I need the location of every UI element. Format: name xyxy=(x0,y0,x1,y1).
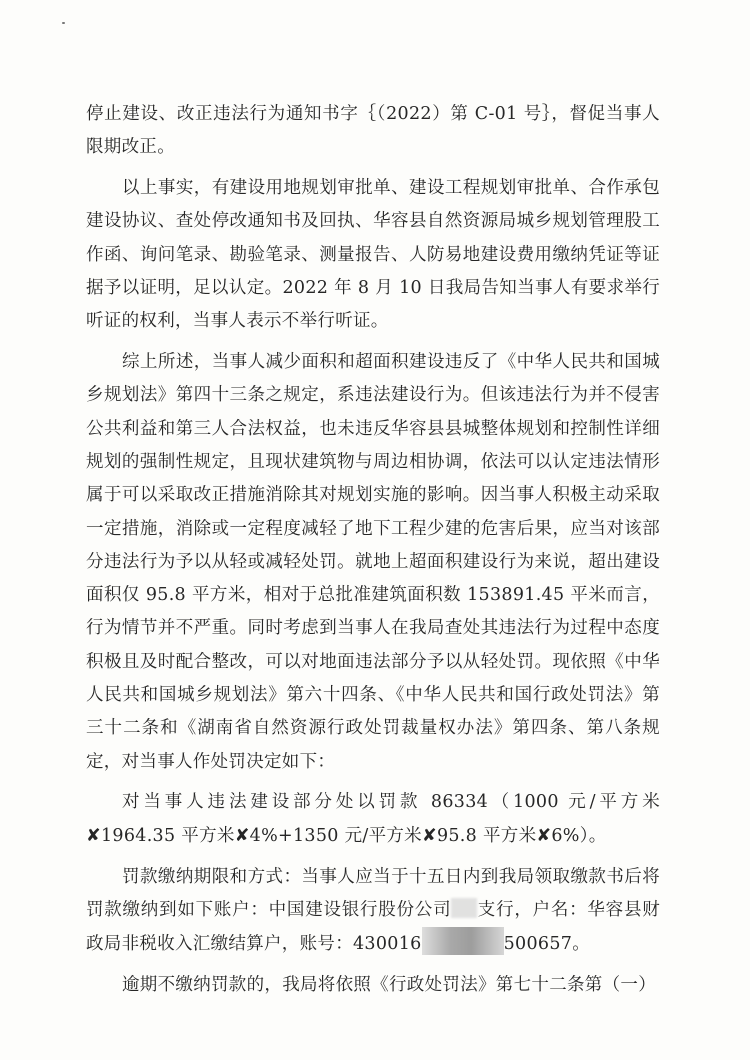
payment-text-part3: 500657。 xyxy=(503,934,591,955)
scan-speck xyxy=(62,22,65,24)
redaction-bank-branch xyxy=(451,898,477,918)
paragraph-payment-method xyxy=(86,861,660,962)
overdue-text: 逾期不缴纳罚款的，我局将依照《行政处罚法》第七十二条第（一） xyxy=(122,974,656,995)
paragraph-summary: 综上所述，当事人减少面积和超面积建设违反了《中华人民共和国城乡规划法》第四十三条之规定，系违法建设行为。但该违法行为并不侵害公共利益和第三人合法权益，也未违反华容县县城整体规划和控制性详细规划的强制性规定，且现状建筑物与周边相协调，依法可以认定违法情形属于可以采取改正措施消除其对规划实施的影响。因当事人积极主动采取一定措施，消除或一定程度减轻了地下工程少建的危害后果，应当对该部分违法行为予以从轻或减轻处罚。就地上超面积建设行为来说，超出建设面积仅 95.8 平方米，相对于总批准建筑面积数 153891.45 平米而言，行为情节并不严重。同时考虑到当事人在我局查处其违法行为过程中态度积极且及时配合整改，可以对地面违法部分予以从轻处罚。现依照《中华人民共和国城乡规划法》第六十四条、《中华人民共和国行政处罚法》第三十二条和《湖南省自然资源行政处罚裁量权办法》第四条、第八条规定，对当事人作处罚决定如下： xyxy=(86,352,660,772)
paragraph-fine-amount: 对当事人违法建设部分处以罚款 86334（1000 元/平方米✘1964.35 平方米✘4%+1350 元/平方米✘95.8 平方米✘6%）。 xyxy=(86,792,660,846)
paragraph-evidence: 以上事实，有建设用地规划审批单、建设工程规划审批单、合作承包建设协议、查处停改通知书及回执、华容县自然资源局城乡规划管理股工作函、询问笔录、勘验笔录、测量报告、人防易地建设费用缴纳凭证等证据予以证明，足以认定。2022 年 8 月 10 日我局告知当事人有要求举行听证的权利，当事人表示不举行听证。 xyxy=(86,178,660,332)
paragraph-notice-continuation: 停止建设、改正违法行为通知书字｛（2022）第 C-01 号｝，督促当事人限期改正。 xyxy=(86,104,660,158)
redaction-account-number xyxy=(422,927,504,955)
payment-text-part1: 罚款缴纳期限和方式：当事人应当于十五日内到我局领取缴款书后将罚款缴纳到如下账户：中国建设银行股份公司 xyxy=(86,866,660,920)
paragraph-overdue xyxy=(86,969,660,1002)
payment-text-part2: 支行，户名：华容县财政局非税收入汇缴结算户，账号：430016 xyxy=(86,899,661,955)
document-body xyxy=(86,98,660,1010)
